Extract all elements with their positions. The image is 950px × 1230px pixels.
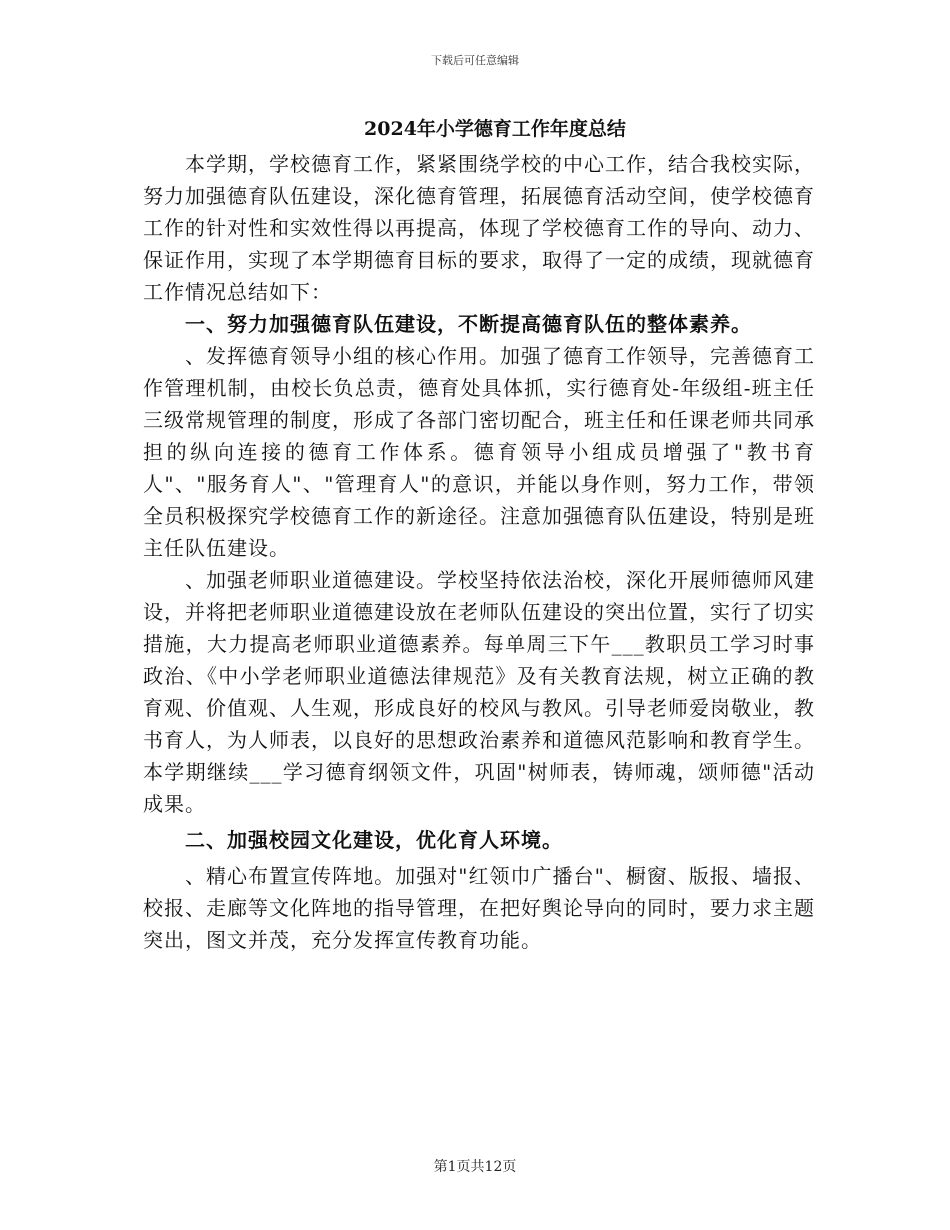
section-1-heading: 一、努力加强德育队伍建设，不断提高德育队伍的整体素养。	[185, 312, 752, 336]
section-2-paragraph-1: 、精心布置宣传阵地。加强对"红领巾广播台"、橱窗、版报、墙报、校报、走廊等文化阵地的指导管理，在把好舆论导向的同时，要力求主题突出，图文并茂，充分发挥宣传教育功能。	[143, 864, 815, 952]
section-1-paragraph-1: 、发挥德育领导小组的核心作用。加强了德育工作领导，完善德育工作管理机制，由校长负总责，德育处具体抓，实行德育处-年级组-班主任三级常规管理的制度，形成了各部门密切配合，班主任和任课老师共同承担的纵向连接的德育工作体系。德育领导小组成员增强了"教书育人"、"服务育人"、"管理育人"的意识，并能以身作则，努力工作，带领全员积极探究学校德育工作的新途径。注意加强德育队伍建设，特别是班主任队伍建设。	[143, 344, 815, 560]
section-1-paragraph-2: 、加强老师职业道德建设。学校坚持依法治校，深化开展师德师风建设，并将把老师职业道德建设放在老师队伍建设的突出位置，实行了切实措施，大力提高老师职业道德素养。每单周三下午___教职员工学习时事政治、《中小学老师职业道德法律规范》及有关教育法规，树立正确的教育观、价值观、人生观，形成良好的校风与教风。引导老师爱岗敬业，教书育人，为人师表，以良好的思想政治素养和道德风范影响和教育学生。本学期继续___学习德育纲领文件，巩固"树师表，铸师魂，颂师德"活动成果。	[143, 568, 815, 816]
page-number: 第1页共12页	[433, 1159, 517, 1175]
section-2-heading: 二、加强校园文化建设，优化育人环境。	[185, 828, 563, 852]
intro-paragraph: 本学期，学校德育工作，紧紧围绕学校的中心工作，结合我校实际，努力加强德育队伍建设，深化德育管理，拓展德育活动空间，使学校德育工作的针对性和实效性得以再提高，体现了学校德育工作的导向、动力、保证作用，实现了本学期德育目标的要求，取得了一定的成绩，现就德育工作情况总结如下：	[143, 152, 815, 304]
document-body	[143, 148, 815, 956]
header-note: 下载后可任意编辑	[431, 54, 519, 67]
document-title: 2024年小学德育工作年度总结	[364, 118, 626, 140]
